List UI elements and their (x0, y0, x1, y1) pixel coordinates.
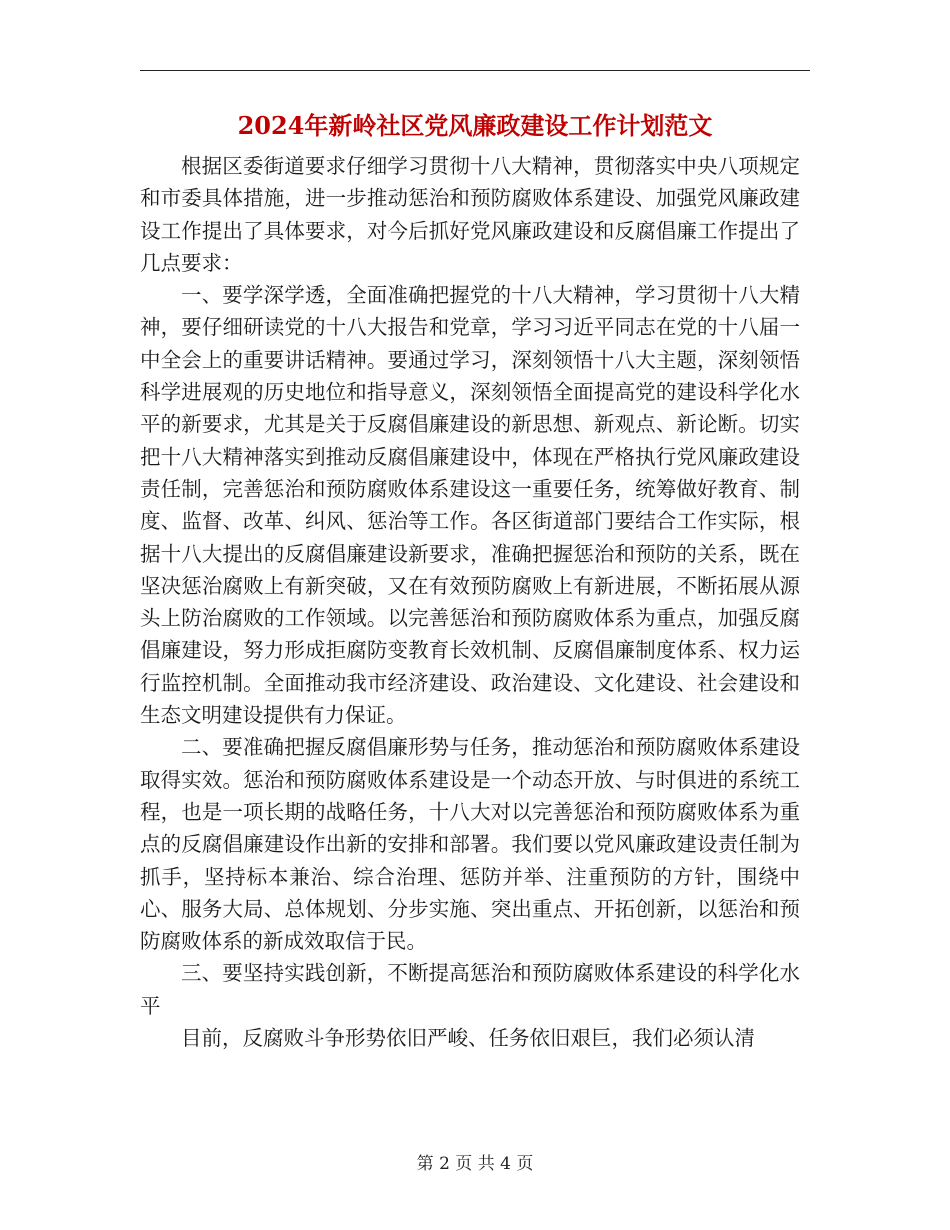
paragraph-section-2: 二、要准确把握反腐倡廉形势与任务，推动惩治和预防腐败体系建设取得实效。惩治和预防腐败体系建设是一个动态开放、与时俱进的系统工程，也是一项长期的战略任务，十八大对以完善惩治和预防腐败体系为重点的反腐倡廉建设作出新的安排和部署。我们要以党风廉政建设责任制为抓手，坚持标本兼治、综合治理、惩防并举、注重预防的方针，围绕中心、服务大局、总体规划、分步实施、突出重点、开拓创新，以惩治和预防腐败体系的新成效取信于民。 (140, 735, 800, 954)
paragraph-intro: 根据区委街道要求仔细学习贯彻十八大精神，贯彻落实中央八项规定和市委具体措施，进一步推动惩治和预防腐败体系建设、加强党风廉政建设工作提出了具体要求，对今后抓好党风廉政建设和反腐倡廉工作提出了几点要求： (140, 154, 800, 275)
document-body (140, 150, 800, 1054)
header-rule (140, 70, 810, 71)
paragraph-section-1: 一、要学深学透，全面准确把握党的十八大精神，学习贯彻十八大精神，要仔细研读党的十八大报告和党章，学习习近平同志在党的十八届一中全会上的重要讲话精神。要通过学习，深刻领悟十八大主题，深刻领悟科学进展观的历史地位和指导意义，深刻领悟全面提高党的建设科学化水平的新要求，尤其是关于反腐倡廉建设的新思想、新观点、新论断。切实把十八大精神落实到推动反腐倡廉建设中，体现在严格执行党风廉政建设责任制，完善惩治和预防腐败体系建设这一重要任务，统筹做好教育、制度、监督、改革、纠风、惩治等工作。各区街道部门要结合工作实际，根据十八大提出的反腐倡廉建设新要求，准确把握惩治和预防的关系，既在坚决惩治腐败上有新突破，又在有效预防腐败上有新进展，不断拓展从源头上防治腐败的工作领域。以完善惩治和预防腐败体系为重点，加强反腐倡廉建设，努力形成拒腐防变教育长效机制、反腐倡廉制度体系、权力运行监控机制。全面推动我市经济建设、政治建设、文化建设、社会建设和生态文明建设提供有力保证。 (140, 283, 800, 728)
paragraph-section-3-heading: 三、要坚持实践创新，不断提高惩治和预防腐败体系建设的科学化水平 (140, 961, 800, 1018)
page-number-footer: 第 2 页 共 4 页 (416, 1154, 534, 1174)
paragraph-section-3-body: 目前，反腐败斗争形势依旧严峻、任务依旧艰巨，我们必须认清 (181, 1026, 755, 1051)
document-title: 2024年新岭社区党风廉政建设工作计划范文 (237, 111, 713, 140)
